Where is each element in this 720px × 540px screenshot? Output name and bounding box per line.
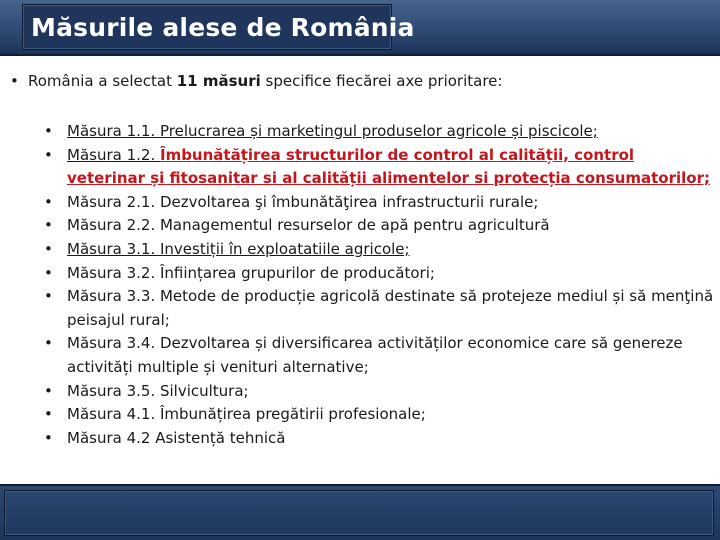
bullet-icon: • bbox=[44, 405, 53, 424]
measure-4-1 bbox=[44, 403, 714, 427]
bullet-icon: • bbox=[44, 122, 53, 140]
measure-text: Măsura 3.3. Metode de producție agricolă destinate să protejeze mediul și să menţină peisajul rural; bbox=[67, 287, 714, 329]
bullet-icon: • bbox=[44, 381, 53, 400]
measure-3-3 bbox=[44, 285, 714, 332]
bullet-icon: • bbox=[44, 145, 53, 164]
measure-label: Măsura 1.2. bbox=[67, 145, 160, 164]
bullet-icon: • bbox=[44, 428, 53, 447]
measure-1-1[interactable] bbox=[44, 120, 714, 144]
intro-bold-text: 11 măsuri bbox=[176, 72, 261, 90]
bullet-icon: • bbox=[44, 192, 53, 211]
measure-3-1[interactable] bbox=[44, 238, 714, 262]
measure-2-1 bbox=[44, 191, 714, 215]
footer-box bbox=[4, 490, 714, 536]
measure-3-2 bbox=[44, 262, 714, 286]
measure-text: Măsura 4.2 Asistență tehnică bbox=[67, 428, 286, 447]
title-bar bbox=[0, 0, 720, 56]
measure-3-5 bbox=[44, 380, 714, 404]
measures-list bbox=[44, 120, 714, 450]
bullet-icon: • bbox=[44, 239, 53, 258]
intro-text-after: specifice fiecărei axe prioritare: bbox=[260, 72, 503, 90]
intro-line bbox=[10, 72, 710, 90]
measure-4-2 bbox=[44, 427, 714, 451]
bullet-icon: • bbox=[44, 263, 53, 282]
slide-title: Măsurile alese de România bbox=[31, 13, 415, 42]
measure-2-2 bbox=[44, 214, 714, 238]
measure-text: Îmbunătățirea structurilor de control al calității, control veterinar și fitosanitar si al calității alimentelor si protecția consumatorilor; bbox=[67, 145, 710, 188]
measure-text: Măsura 3.5. Silvicultura; bbox=[67, 381, 249, 400]
title-box bbox=[22, 4, 415, 50]
footer-bar bbox=[0, 484, 720, 540]
measure-1-2[interactable] bbox=[44, 144, 714, 191]
measure-text: Măsura 1.1. Prelucrarea și marketingul produselor agricole și piscicole; bbox=[67, 122, 598, 140]
measure-text: Măsura 2.2. Managementul resurselor de apă pentru agricultură bbox=[67, 216, 550, 235]
measure-3-4 bbox=[44, 332, 714, 379]
intro-text-before: România a selectat bbox=[28, 72, 177, 90]
bullet-icon: • bbox=[44, 287, 53, 306]
measure-text: Măsura 3.2. Înființarea grupurilor de producători; bbox=[67, 263, 435, 282]
bullet-icon: • bbox=[10, 72, 19, 90]
bullet-icon: • bbox=[44, 216, 53, 235]
bullet-icon: • bbox=[44, 334, 53, 353]
measure-text: Măsura 3.1. Investiții în exploatatiile agricole; bbox=[67, 239, 410, 258]
measure-text: Măsura 4.1. Îmbunățirea pregătirii profesionale; bbox=[67, 405, 426, 424]
measure-text: Măsura 3.4. Dezvoltarea și diversificarea activităților economice care să genereze activități multiple și venituri alternative; bbox=[67, 334, 683, 376]
measure-text: Măsura 2.1. Dezvoltarea şi îmbunătăţirea infrastructurii rurale; bbox=[67, 192, 539, 211]
